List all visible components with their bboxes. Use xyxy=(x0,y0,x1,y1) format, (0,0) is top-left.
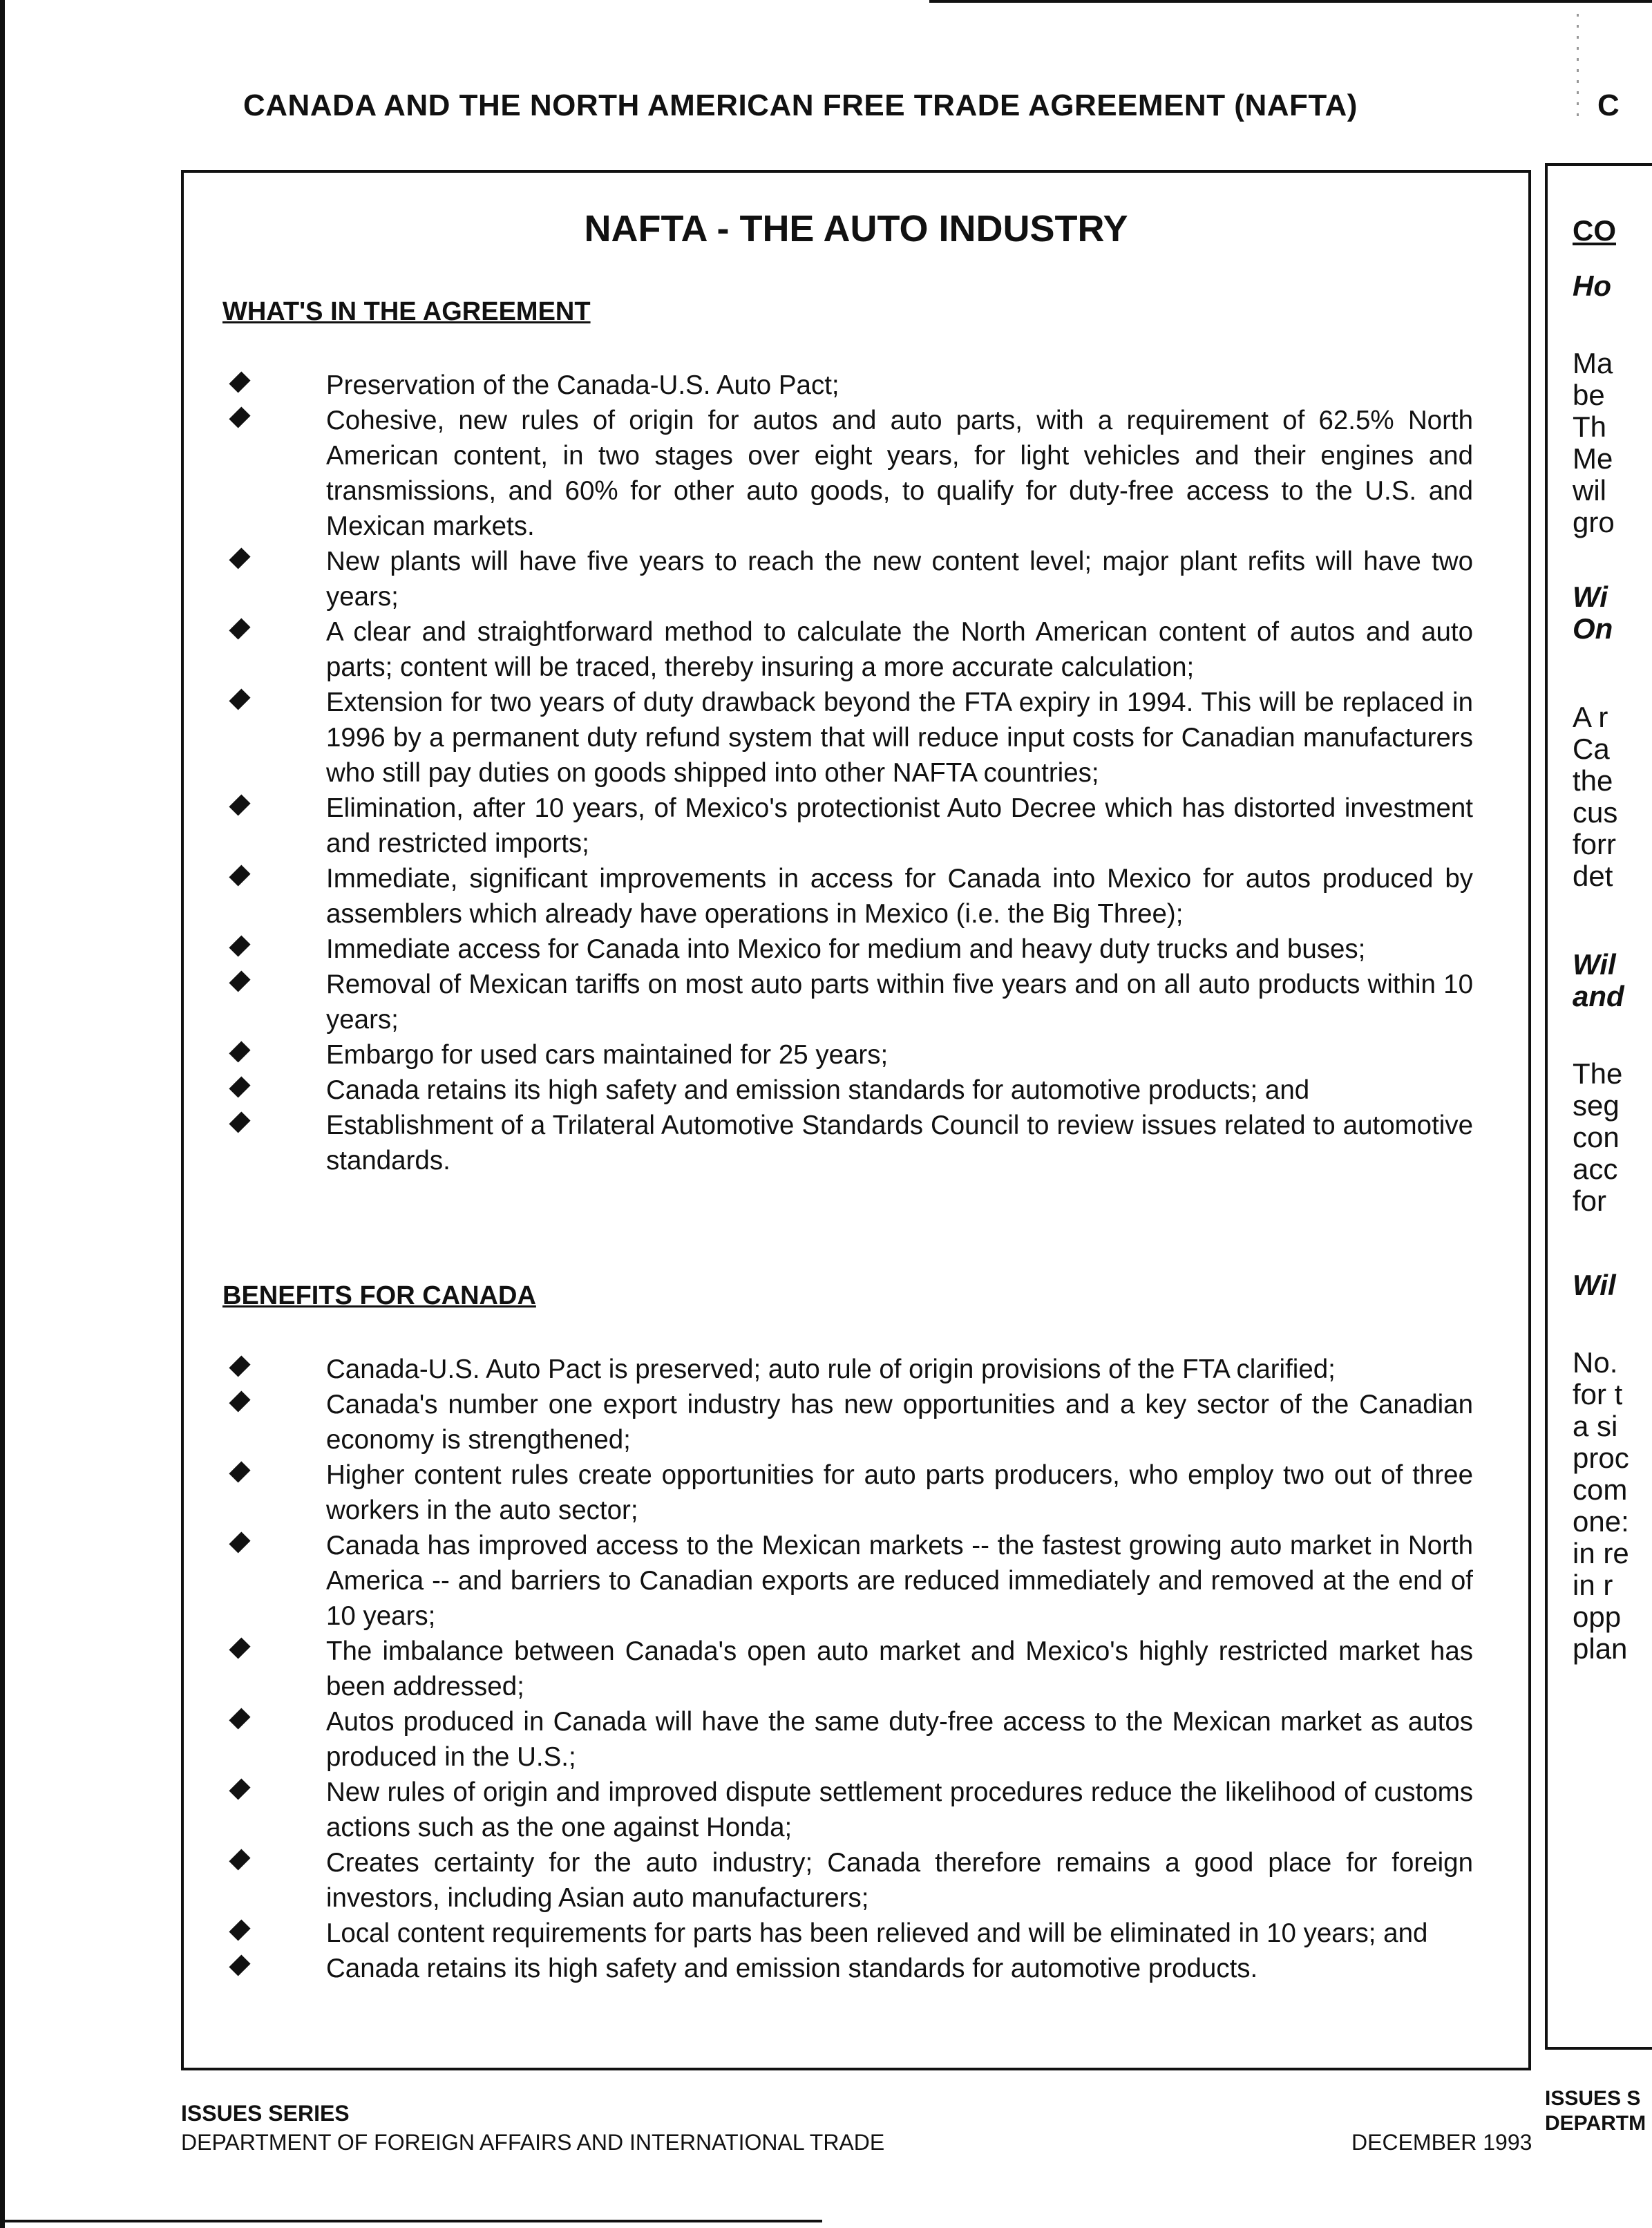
auto-industry-box xyxy=(181,170,1531,2070)
bullet-item xyxy=(222,614,1473,685)
top-rule xyxy=(929,0,1652,3)
right-column-text-fragment: det xyxy=(1573,860,1613,892)
right-column-text-fragment: in re xyxy=(1573,1537,1629,1569)
bullet-item xyxy=(222,932,1473,967)
diamond-bullet-icon xyxy=(229,1531,250,1553)
bullet-item xyxy=(222,861,1473,932)
diamond-bullet-icon xyxy=(229,970,250,992)
bullet-item xyxy=(222,1457,1473,1528)
bullet-text: Higher content rules create opportunities for auto parts producers, who employ two out of three workers in the auto sector; xyxy=(326,1460,1473,1525)
right-column-text-fragment: Wil xyxy=(1573,1269,1616,1301)
bullet-item xyxy=(222,1634,1473,1704)
bullet-item xyxy=(222,1108,1473,1178)
bullet-item xyxy=(222,1352,1473,1387)
diamond-bullet-icon xyxy=(229,371,250,393)
agreement-list xyxy=(222,368,1473,1178)
right-column-text-fragment: for t xyxy=(1573,1378,1623,1410)
bullet-item xyxy=(222,1916,1473,1951)
bullet-text: Immediate access for Canada into Mexico for medium and heavy duty trucks and buses; xyxy=(326,934,1366,964)
bullet-text: Canada retains its high safety and emission standards for automotive products. xyxy=(326,1954,1258,1983)
right-page-header-fragment: C xyxy=(1597,88,1620,122)
right-column-text-fragment: Me xyxy=(1573,442,1613,475)
bullet-item xyxy=(222,403,1473,544)
footer-right-series-fragment: ISSUES S xyxy=(1545,2087,1641,2110)
benefits-list xyxy=(222,1352,1473,1986)
bullet-text: A clear and straightforward method to calculate the North American content of autos and auto parts; content will be traced, thereby insuring a more accurate calculation; xyxy=(326,617,1473,682)
diamond-bullet-icon xyxy=(229,935,250,956)
bullet-text: Embargo for used cars maintained for 25 years; xyxy=(326,1040,889,1070)
bullet-item xyxy=(222,1528,1473,1634)
footer-series: ISSUES SERIES xyxy=(181,2101,350,2126)
diamond-bullet-icon xyxy=(229,1919,250,1941)
diamond-bullet-icon xyxy=(229,1041,250,1062)
bullet-text: New plants will have five years to reach the new content level; major plant refits will have two years; xyxy=(326,547,1473,612)
right-column-text-fragment: in r xyxy=(1573,1569,1613,1601)
bullet-text: Removal of Mexican tariffs on most auto parts within five years and on all auto products within 10 years; xyxy=(326,970,1473,1035)
bullet-item xyxy=(222,544,1473,614)
right-column-text-fragment: CO xyxy=(1573,214,1616,247)
bullet-item xyxy=(222,1037,1473,1073)
bullet-text: Autos produced in Canada will have the same duty-free access to the Mexican market as autos produced in the U.S.; xyxy=(326,1707,1473,1772)
right-column-text-fragment: cus xyxy=(1573,796,1618,829)
right-column-text-fragment: wil xyxy=(1573,474,1606,507)
right-column-text-fragment: gro xyxy=(1573,506,1615,538)
right-column-text-fragment: acc xyxy=(1573,1153,1618,1185)
bullet-item xyxy=(222,1073,1473,1108)
right-column-text-fragment: one: xyxy=(1573,1505,1629,1538)
right-column-text-fragment: a si xyxy=(1573,1410,1618,1442)
bullet-text: Cohesive, new rules of origin for autos and auto parts, with a requirement of 62.5% North American content, in two stages over eight years, for light vehicles and their engines and transmissions, and 60% for other auto goods, to qualify for duty-free access to the U.S. and Mexican markets. xyxy=(326,406,1473,541)
bullet-item xyxy=(222,1775,1473,1845)
bullet-item xyxy=(222,368,1473,403)
right-column-text-fragment: the xyxy=(1573,764,1613,797)
diamond-bullet-icon xyxy=(229,1778,250,1800)
bullet-item xyxy=(222,1845,1473,1916)
scan-edge xyxy=(0,0,5,2228)
right-column-text-fragment: Ca xyxy=(1573,733,1610,765)
bullet-text: New rules of origin and improved dispute settlement procedures reduce the likelihood of customs actions such as the one against Honda; xyxy=(326,1777,1473,1842)
diamond-bullet-icon xyxy=(229,618,250,639)
bullet-text: Canada's number one export industry has new opportunities and a key sector of the Canadian economy is strengthened; xyxy=(326,1390,1473,1455)
diamond-bullet-icon xyxy=(229,1849,250,1870)
bullet-text: Canada retains its high safety and emission standards for automotive products; and xyxy=(326,1075,1310,1105)
diamond-bullet-icon xyxy=(229,1390,250,1412)
bottom-rule xyxy=(0,2220,822,2222)
footer-right-dept-fragment: DEPARTM xyxy=(1545,2112,1646,2135)
bullet-text: Canada has improved access to the Mexican markets -- the fastest growing auto market in North America -- and barriers to Canadian exports are reduced immediately and removed at the end of 10 years; xyxy=(326,1531,1473,1631)
bullet-item xyxy=(222,1387,1473,1457)
right-column-text-fragment: A r xyxy=(1573,701,1608,733)
bullet-item xyxy=(222,685,1473,791)
right-column-text-fragment: Wil xyxy=(1573,948,1616,981)
right-column-text-fragment: forr xyxy=(1573,828,1616,860)
right-column-fragment xyxy=(1545,163,1652,2050)
diamond-bullet-icon xyxy=(229,1461,250,1482)
bullet-text: Extension for two years of duty drawback beyond the FTA expiry in 1994. This will be replaced in 1996 by a permanent duty refund system that will reduce input costs for Canadian manufacturers who still pay duties on goods shipped into other NAFTA countries; xyxy=(326,688,1473,788)
bullet-text: Creates certainty for the auto industry; Canada therefore remains a good place for foreign investors, including Asian auto manufacturers; xyxy=(326,1848,1473,1913)
section-heading-benefits: BENEFITS FOR CANADA xyxy=(222,1281,536,1310)
right-column-text-fragment: Ma xyxy=(1573,347,1613,379)
bullet-text: Elimination, after 10 years, of Mexico's protectionist Auto Decree which has distorted investment and restricted imports; xyxy=(326,793,1473,858)
bullet-text: The imbalance between Canada's open auto market and Mexico's highly restricted market has been addressed; xyxy=(326,1636,1473,1701)
bullet-item xyxy=(222,791,1473,861)
right-column-text-fragment: be xyxy=(1573,379,1605,411)
right-column-text-fragment: The xyxy=(1573,1057,1623,1090)
right-column-text-fragment: No. xyxy=(1573,1346,1618,1379)
right-column-text-fragment: con xyxy=(1573,1121,1620,1153)
diamond-bullet-icon xyxy=(229,1954,250,1976)
footer-date: DECEMBER 1993 xyxy=(1351,2130,1532,2155)
right-column-text-fragment: Th xyxy=(1573,410,1607,443)
footer-department: DEPARTMENT OF FOREIGN AFFAIRS AND INTERNATIONAL TRADE xyxy=(181,2130,885,2155)
box-title: NAFTA - THE AUTO INDUSTRY xyxy=(584,208,1128,249)
right-column-text-fragment: seg xyxy=(1573,1089,1620,1122)
diamond-bullet-icon xyxy=(229,1708,250,1729)
right-column-text-fragment: proc xyxy=(1573,1442,1629,1474)
bullet-text: Preservation of the Canada-U.S. Auto Pact; xyxy=(326,370,839,400)
bullet-text: Canada-U.S. Auto Pact is preserved; auto rule of origin provisions of the FTA clarified; xyxy=(326,1354,1336,1384)
diamond-bullet-icon xyxy=(229,794,250,815)
diamond-bullet-icon xyxy=(229,1111,250,1133)
right-column-text-fragment: Wi xyxy=(1573,580,1608,613)
bullet-item xyxy=(222,967,1473,1037)
diamond-bullet-icon xyxy=(229,1076,250,1097)
diamond-bullet-icon xyxy=(229,1637,250,1659)
diamond-bullet-icon xyxy=(229,406,250,428)
right-column-text-fragment: for xyxy=(1573,1184,1607,1217)
right-column-text-fragment: On xyxy=(1573,612,1613,645)
diamond-bullet-icon xyxy=(229,865,250,886)
diamond-bullet-icon xyxy=(229,688,250,710)
right-column-text-fragment: and xyxy=(1573,980,1624,1012)
bullet-item xyxy=(222,1951,1473,1986)
diamond-bullet-icon xyxy=(229,547,250,569)
bullet-text: Immediate, significant improvements in access for Canada into Mexico for autos produced by assemblers which already have operations in Mexico (i.e. the Big Three); xyxy=(326,864,1473,929)
bullet-text: Establishment of a Trilateral Automotive Standards Council to review issues related to automotive standards. xyxy=(326,1111,1473,1176)
scan-dots xyxy=(1577,14,1579,117)
bullet-text: Local content requirements for parts has been relieved and will be eliminated in 10 years; and xyxy=(326,1918,1428,1948)
right-column-text-fragment: plan xyxy=(1573,1632,1628,1665)
diamond-bullet-icon xyxy=(229,1355,250,1377)
bullet-item xyxy=(222,1704,1473,1775)
right-column-text-fragment: Ho xyxy=(1573,270,1611,302)
page-header: CANADA AND THE NORTH AMERICAN FREE TRADE AGREEMENT (NAFTA) xyxy=(243,88,1358,122)
section-heading-agreement: WHAT'S IN THE AGREEMENT xyxy=(222,297,591,326)
right-column-text-fragment: com xyxy=(1573,1473,1628,1506)
right-column-text-fragment: opp xyxy=(1573,1601,1622,1633)
